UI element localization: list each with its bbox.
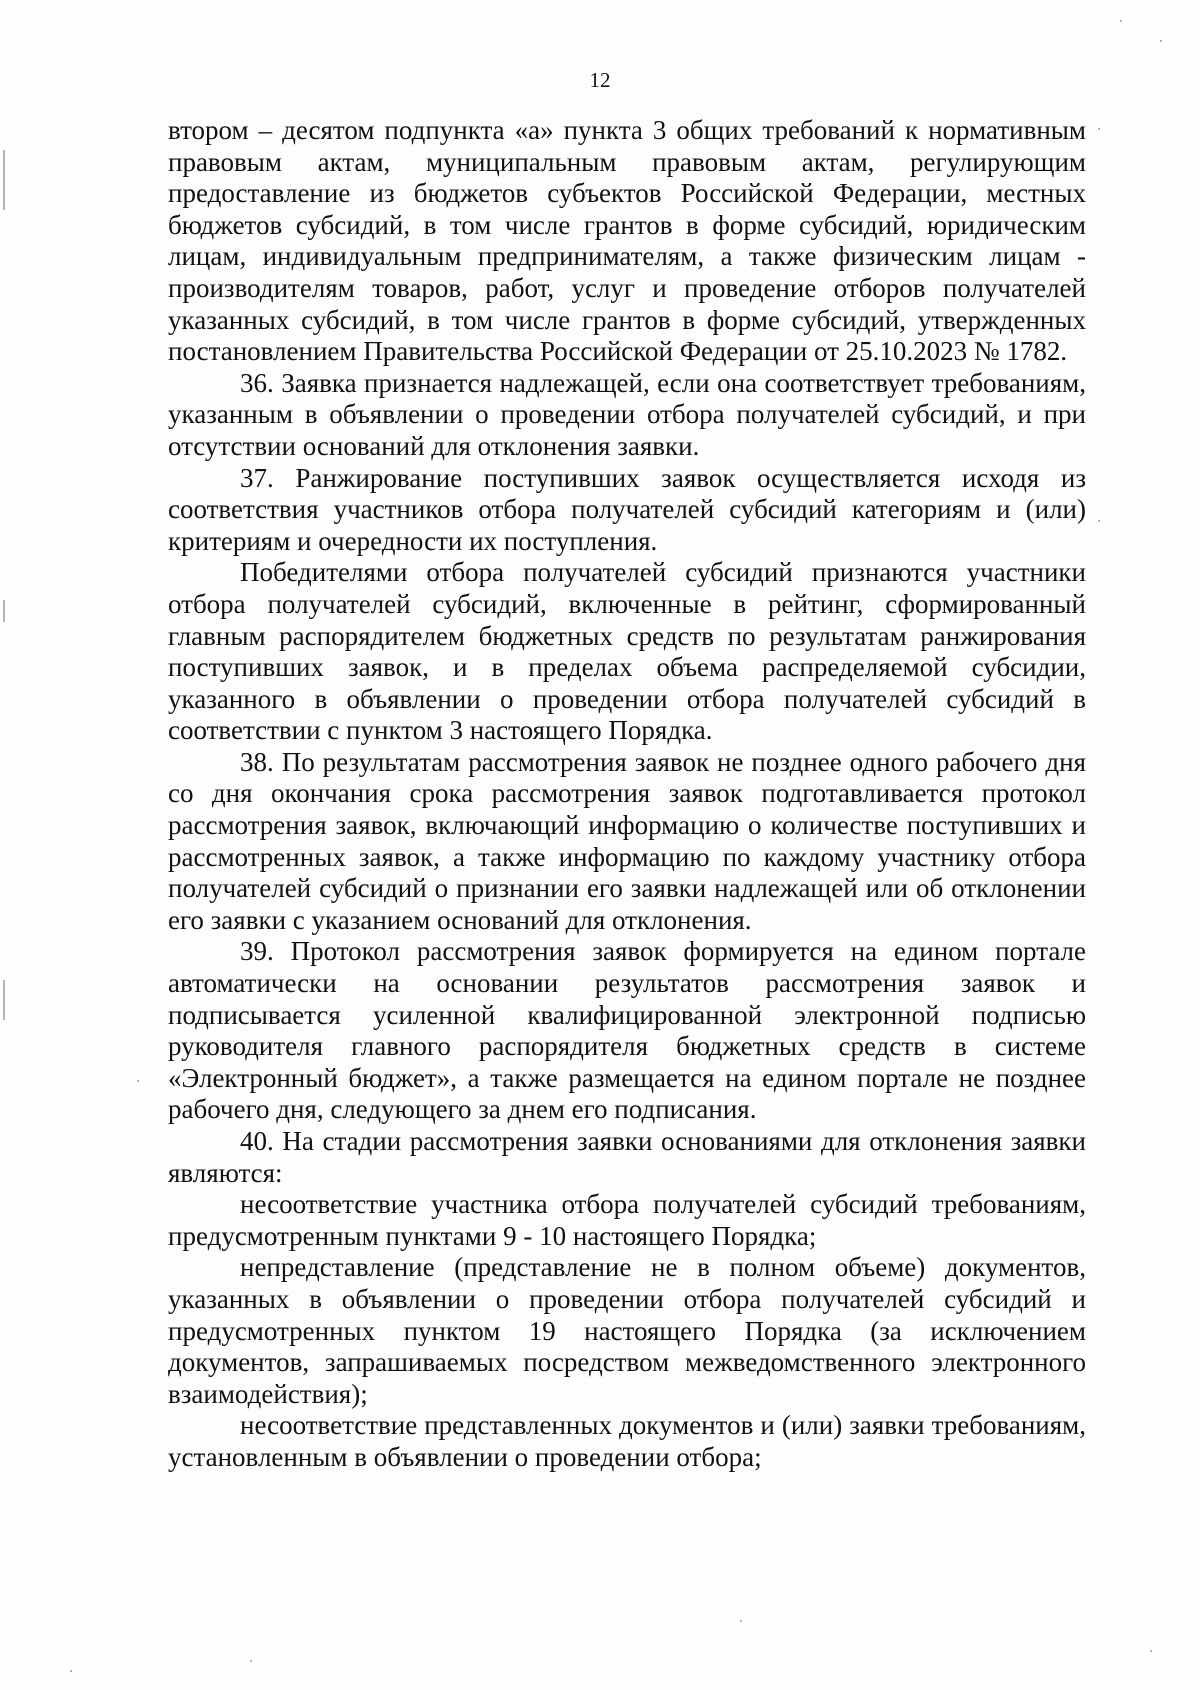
paragraph-36: 36. Заявка признается надлежащей, если она соответствует требованиям, указанным в объявлении о проведении отбора получателей субсидий, и при отсутствии оснований для отклонения заявки. bbox=[168, 367, 1086, 461]
paragraph-39: 39. Протокол рассмотрения заявок формируется на едином портале автоматически на основании результатов рассмотрения заявок и подписывается усиленной квалифицированной электронной подписью руководителя главного распорядителя бюджетных средств в системе «Электронный бюджет», а также размещается на едином портале не позднее рабочего дня, следующего за днем его подписания. bbox=[168, 936, 1086, 1125]
document-body bbox=[168, 115, 1086, 1474]
paragraph-37: 37. Ранжирование поступивших заявок осуществляется исходя из соответствия участников отбора получателей субсидий категориям и (или) критериям и очередности их поступления. bbox=[168, 462, 1086, 556]
scan-speck bbox=[1150, 1650, 1152, 1652]
list-item-nonconformity-documents: несоответствие представленных документов и (или) заявки требованиям, установленным в объявлении о проведении отбора; bbox=[168, 1410, 1086, 1472]
paragraph-continuation: втором – десятом подпункта «а» пункта 3 общих требований к нормативным правовым актам, муниципальным правовым актам, регулирующим предоставление из бюджетов субъектов Российской Федерации, местных бюджетов субсидий, в том числе грантов в форме субсидий, юридическим лицам, индивидуальным предпринимателям, а также физическим лицам - производителям товаров, работ, услуг и проведение отборов получателей указанных субсидий, в том числе грантов в форме субсидий, утвержденных постановлением Правительства Российской Федерации от 25.10.2023 № 1782. bbox=[168, 115, 1086, 367]
scan-speck bbox=[1098, 128, 1100, 130]
paragraph-winners: Победителями отбора получателей субсидий признаются участники отбора получателей субсидий, включенные в рейтинг, сформированный главным распорядителем бюджетных средств по результатам ранжирования поступивших заявок, и в пределах объема распределяемой субсидии, указанного в объявлении о проведении отбора получателей субсидий в соответствии с пунктом 3 настоящего Порядка. bbox=[168, 557, 1086, 746]
page-number: 12 bbox=[589, 68, 611, 92]
scan-speck bbox=[70, 1670, 72, 1672]
paragraph-40: 40. На стадии рассмотрения заявки основаниями для отклонения заявки являются: bbox=[168, 1126, 1086, 1188]
scan-speck bbox=[1098, 520, 1100, 522]
scan-speck bbox=[250, 1660, 252, 1662]
scan-edge-mark bbox=[3, 150, 5, 210]
list-item-nonconformity-participant: несоответствие участника отбора получателей субсидий требованиям, предусмотренным пунктами 9 - 10 настоящего Порядка; bbox=[168, 1189, 1086, 1251]
scan-edge-mark bbox=[3, 600, 5, 622]
scan-speck bbox=[740, 1620, 742, 1622]
list-item-missing-documents: непредставление (представление не в полном объеме) документов, указанных в объявлении о проведении отбора получателей субсидий и предусмотренных пунктом 19 настоящего Порядка (за исключением документов, запрашиваемых посредством межведомственного электронного взаимодействия); bbox=[168, 1252, 1086, 1409]
scan-speck bbox=[1160, 40, 1162, 42]
scan-edge-mark bbox=[3, 980, 5, 1020]
paragraph-38: 38. По результатам рассмотрения заявок не позднее одного рабочего дня со дня окончания срока рассмотрения заявок подготавливается протокол рассмотрения заявок, включающий информацию о количестве поступивших и рассмотренных заявок, а также информацию по каждому участнику отбора получателей субсидий о признании его заявки надлежащей или об отклонении его заявки с указанием оснований для отклонения. bbox=[168, 746, 1086, 935]
scan-speck bbox=[1120, 20, 1122, 22]
scan-speck bbox=[137, 1080, 139, 1082]
